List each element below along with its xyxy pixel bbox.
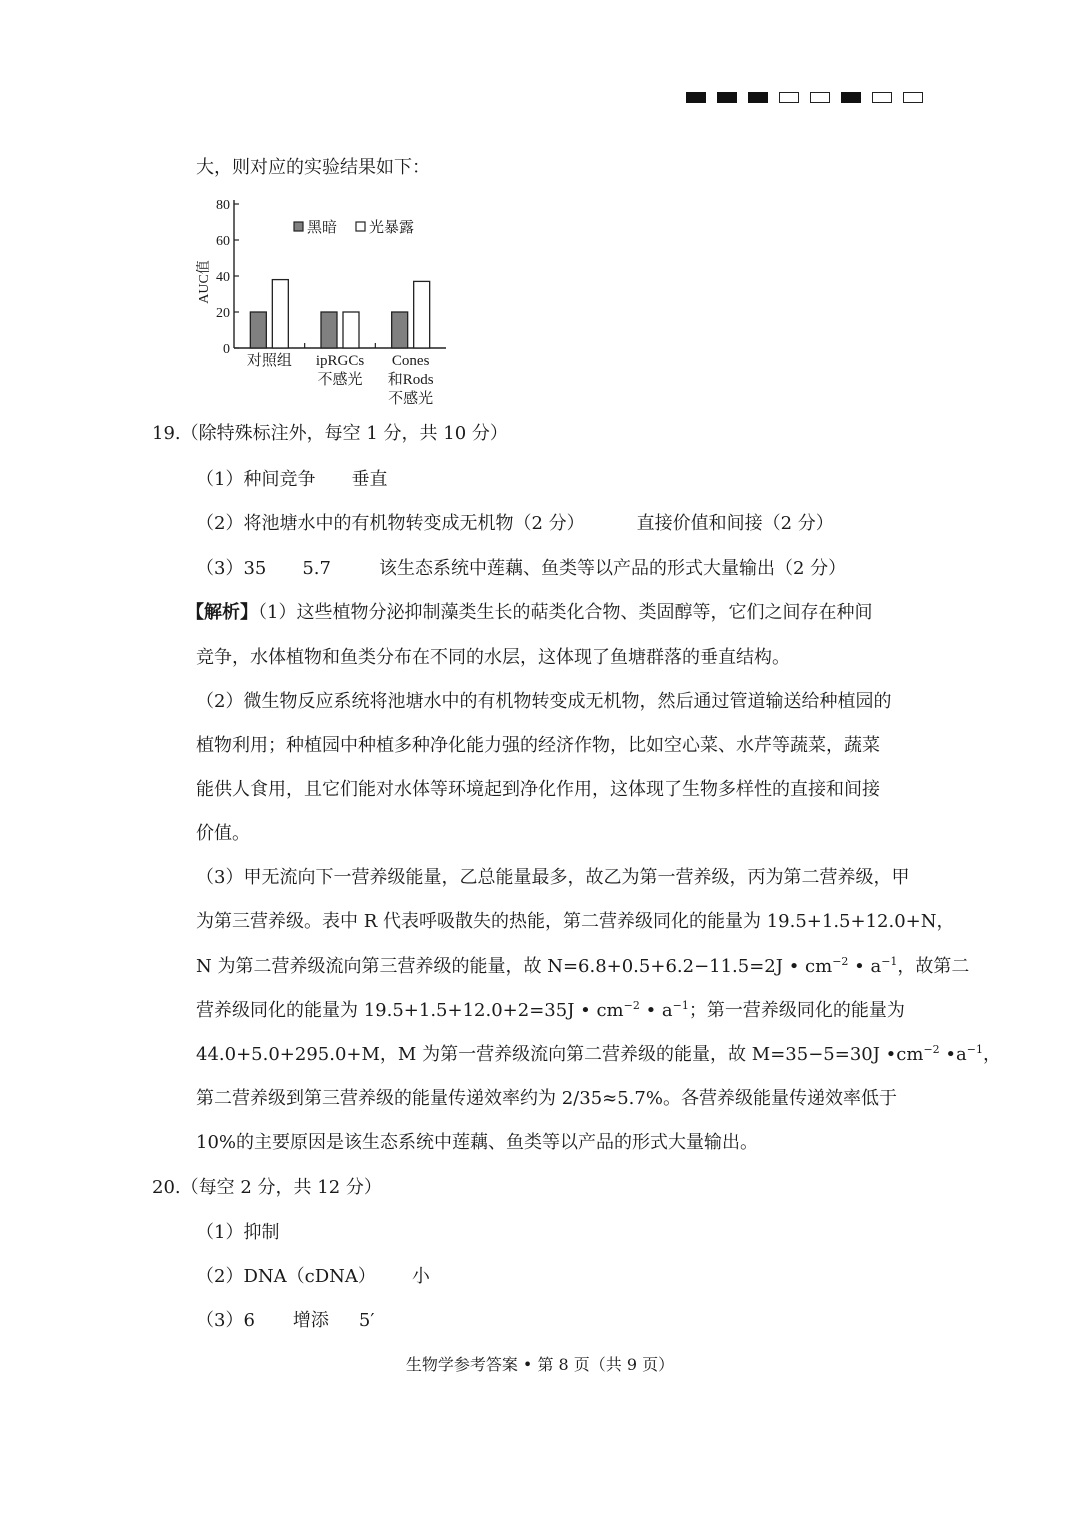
p3-l4-text-b: • a (639, 1000, 673, 1021)
legend-swatch (356, 222, 365, 231)
p3-l4-text-c: ；第一营养级同化的能量为 (688, 1000, 905, 1021)
y-tick-label: 60 (216, 234, 230, 249)
page-marker (903, 92, 923, 103)
analysis-p3-l2: 为第三营养级。表中 R 代表呼吸散失的热能，第二营养级同化的能量为 19.5+1.5+12.0+N， (196, 911, 955, 932)
analysis-p2-l1: （2）微生物反应系统将池塘水中的有机物转变成无机物，然后通过管道输送给种植园的 (196, 691, 892, 712)
page-marker (872, 92, 892, 103)
x-category-label: Cones (391, 353, 430, 369)
q19-answer-3 (196, 557, 846, 581)
page-marker (686, 92, 706, 103)
auc-bar-chart (188, 190, 468, 408)
q19-answer-1 (196, 468, 387, 492)
x-category-label: 不感光 (317, 372, 363, 388)
p3-l3-text-a: N 为第二营养级流向第三营养级的能量，故 N=6.8+0.5+6.2−11.5=2J • cm (196, 956, 833, 977)
page-marker (748, 92, 768, 103)
exponent: −1 (966, 1043, 983, 1056)
analysis-p1-l1: （1）这些植物分泌抑制藻类生长的萜类化合物、类固醇等，它们之间存在种间 (258, 602, 873, 623)
p3-l5-text-b: •a (939, 1044, 967, 1065)
y-tick-label: 40 (216, 270, 230, 285)
q20-a2-part1: （2）DNA（cDNA） (196, 1266, 376, 1287)
analysis-p2-l2: 植物利用；种植园中种植多种净化能力强的经济作物，比如空心菜、水芹等蔬菜，蔬菜 (196, 735, 880, 756)
exponent: −1 (881, 955, 898, 968)
q19-a3-part1: （3）35 (196, 558, 267, 579)
q19-a1-part2: 垂直 (351, 469, 388, 490)
bar-light (343, 312, 359, 348)
q20-a3-part2: 增添 (292, 1310, 329, 1331)
q19-answer-2 (196, 512, 834, 536)
p3-l4-text-a: 营养级同化的能量为 19.5+1.5+12.0+2=35J • cm (196, 1000, 624, 1021)
page-marker (717, 92, 737, 103)
q20-answer-3 (196, 1309, 374, 1333)
q20-answer-1: （1）抑制 (196, 1222, 280, 1243)
q19-a2-part2: 直接价值和间接（2 分） (636, 513, 834, 534)
analysis-p1-l2: 竞争，水体植物和鱼类分布在不同的水层，这体现了鱼塘群落的垂直结构。 (196, 647, 790, 668)
page-markers (686, 92, 934, 103)
exponent: −2 (923, 1043, 940, 1056)
p3-l5-text-a: 44.0+5.0+295.0+M，M 为第一营养级流向第二营养级的能量，故 M=35−5=30J •cm (196, 1044, 924, 1065)
y-tick-label: 0 (223, 342, 230, 357)
bar-dark (321, 312, 337, 348)
bar-dark (392, 312, 408, 348)
bar-light (414, 281, 430, 348)
intro-line: 大，则对应的实验结果如下： (196, 157, 430, 178)
analysis-p3-l1: （3）甲无流向下一营养级能量，乙总能量最多，故乙为第一营养级，丙为第二营养级，甲 (196, 867, 910, 888)
bar-light (272, 280, 288, 348)
analysis-p3-l6: 第二营养级到第三营养级的能量传递效率约为 2/35≈5.7%。各营养级能量传递效率低于 (196, 1088, 897, 1109)
analysis-p3-l5 (196, 1043, 1001, 1067)
q19-a3-part3: 该生态系统中莲藕、鱼类等以产品的形式大量输出（2 分） (379, 558, 847, 579)
analysis-p2-l4: 价值。 (196, 823, 250, 844)
x-category-label: 和Rods (387, 372, 434, 388)
y-tick-label: 20 (216, 306, 230, 321)
page-marker (779, 92, 799, 103)
p3-l3-text-c: ，故第二 (897, 956, 970, 977)
q20-a3-part3: 5′ (358, 1310, 375, 1331)
x-category-label: 对照组 (246, 353, 292, 369)
y-tick-label: 80 (216, 198, 230, 213)
bar-dark (250, 312, 266, 348)
p3-l3-text-b: • a (848, 956, 882, 977)
q20-title: 20.（每空 2 分，共 12 分） (152, 1177, 382, 1198)
analysis-p3-l3 (196, 955, 969, 979)
p3-l5-text-c: ， (982, 1044, 1001, 1065)
q19-a3-part2: 5.7 (302, 558, 331, 579)
q19-title: 19.（除特殊标注外，每空 1 分，共 10 分） (152, 423, 508, 444)
x-category-label: 不感光 (388, 391, 434, 407)
q19-a2-part1: （2）将池塘水中的有机物转变成无机物（2 分） (196, 513, 585, 534)
x-category-label: ipRGCs (315, 353, 365, 369)
page-footer: 生物学参考答案 • 第 8 页（共 9 页） (405, 1355, 675, 1374)
q20-a2-part2: 小 (411, 1266, 430, 1287)
analysis-p3-l7: 10%的主要原因是该生态系统中莲藕、鱼类等以产品的形式大量输出。 (196, 1132, 759, 1153)
exponent: −2 (623, 999, 640, 1012)
analysis-p3-l4 (196, 999, 905, 1023)
q19-a1-part1: （1）种间竞争 (196, 469, 316, 490)
q19-analysis-line-1 (186, 601, 872, 625)
legend-label: 黑暗 (307, 220, 338, 236)
page-marker (810, 92, 830, 103)
exponent: −2 (832, 955, 849, 968)
y-axis-label: AUC值 (197, 260, 212, 304)
analysis-label: 【解析】 (186, 602, 258, 623)
q20-a3-part1: （3）6 (196, 1310, 255, 1331)
exponent: −1 (672, 999, 689, 1012)
legend-label: 光暴露 (369, 220, 415, 236)
q20-answer-2 (196, 1265, 430, 1289)
legend-swatch (294, 222, 303, 231)
page-marker (841, 92, 861, 103)
analysis-p2-l3: 能供人食用，且它们能对水体等环境起到净化作用，这体现了生物多样性的直接和间接 (196, 779, 880, 800)
